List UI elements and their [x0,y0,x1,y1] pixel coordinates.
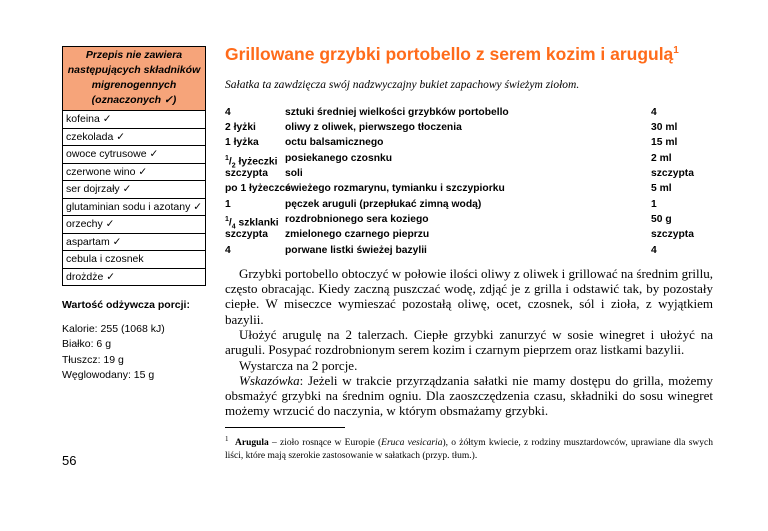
recipe-instructions [225,266,713,419]
ingredient-metric: 5 ml [651,183,672,195]
nutrition-heading: Wartość odżywcza porcji: [62,299,190,311]
footnote-text-end: ), o żółtym kwiecie, z rodziny musztardowców, uprawiane dla swych liści, które mają szerokie zastosowanie w sałatkach (przyp. tłum.). [225,437,713,461]
ingredient-row [225,151,713,170]
ingredient-metric: 30 ml [651,122,678,134]
ingredient-quantity: 1 [225,198,231,210]
ingredient-metric: 4 [651,106,657,118]
ingredient-row [225,181,713,196]
nutrition-item: Kalorie: 255 (1068 kJ) [62,322,165,335]
tip-label: Wskazówka [239,372,300,388]
ingredient-quantity: szczypta [225,229,268,241]
fraction-numerator: 1 [225,154,229,162]
fraction-denominator: 2 [231,162,236,170]
footnote-marker: 1 [225,434,229,443]
ingredient-row [225,197,713,212]
ingredient-name: pęczek aruguli (przepłukać zimną wodą) [285,198,482,210]
ingredient-quantity: 2 łyżki [225,122,256,134]
restricted-item: ser dojrzały ✓ [63,181,205,199]
ingredient-row [225,212,713,231]
ingredient-name: zmielonego czarnego pieprzu [285,229,430,241]
fraction-numerator: 1 [225,215,229,223]
ingredient-name: octu balsamicznego [285,137,384,149]
restricted-item: aspartam ✓ [63,234,205,252]
fraction-unit: szklanki [235,217,279,229]
ingredient-row [225,166,713,181]
fraction-unit: łyżeczki [235,156,278,168]
restricted-list [63,111,205,285]
footnote-text: – zioło rosnące w Europie ( [268,437,382,448]
title-footnote-marker: 1 [673,45,679,56]
ingredient-name: świeżego rozmarynu, tymianku i szczypiorku [285,183,505,195]
ingredient-row [225,135,713,150]
ingredient-name: soli [285,168,303,180]
ingredient-quantity: po 1 łyżeczce [225,183,291,195]
restricted-item: czekolada ✓ [63,129,205,147]
ingredient-quantity: $^1/_2$ łyżeczki [225,154,278,170]
nutrition-facts [62,298,206,384]
restricted-item: czerwone wino ✓ [63,164,205,182]
ingredient-name: oliwy z oliwek, pierwszego tłoczenia [285,122,462,134]
nutrition-item: Tłuszcz: 19 g [62,353,124,366]
ingredient-metric: 2 ml [651,152,672,164]
ingredient-metric: szczypta [651,168,694,180]
footnote [225,433,713,463]
nutrition-item: Węglowodany: 15 g [62,369,155,381]
tip-paragraph [225,373,713,419]
ingredient-row [225,105,713,120]
tip-text: : Jeżeli w trakcie przyrządzania sałatki nie mamy dostępu do grilla, możemy obsmażyć grzybki na średnim ogniu. Dla zaoszczędzenia czasu, składniki do sosu winegret możemy wrzucić do naczynia, w którym obsmażamy grzybki. [225,372,713,419]
instruction-paragraph: Grzybki portobello obtoczyć w połowie ilości oliwy z oliwek i grillować na średnim grillu, często obracając. Kiedy zaczną puszczać wodę, zdjąć je z grilla i odstawić tak, by pozostały ciepłe. W miseczce wymieszać pozostałą oliwę, ocet, czosnek, sól i zioła, z wyjątkiem bazylii. [225,265,713,327]
footnote-term: Arugula [235,437,269,448]
restricted-item: cebula i czosnek [63,251,205,269]
sidebar [62,46,206,384]
restricted-item: kofeina ✓ [63,111,205,129]
restricted-item: glutaminian sodu i azotany ✓ [63,199,205,217]
ingredient-metric: 4 [651,244,657,256]
ingredient-name: posiekanego czosnku [285,152,393,164]
ingredient-metric: 50 g [651,213,672,225]
instruction-paragraph: Ułożyć arugulę na 2 talerzach. Ciepłe grzybki zanurzyć w sosie winegret i ułożyć na aruguli. Posypać rozdrobnionym serem kozim i czarnym pieprzem oraz listkami bazylii. [225,326,713,358]
ingredient-metric: 1 [651,198,657,210]
ingredient-metric: 15 ml [651,137,678,149]
nutrition-item: Białko: 6 g [62,338,112,350]
page-number: 56 [62,453,77,468]
footnote-divider [225,427,345,428]
ingredient-row [225,120,713,135]
ingredient-quantity: 4 [225,244,231,256]
ingredient-row [225,243,713,258]
ingredient-metric: szczypta [651,229,694,241]
restricted-heading: Przepis nie zawiera następujących składników migrenogennych (oznaczonych ✓) [63,47,205,111]
ingredient-quantity: 1 łyżka [225,137,259,149]
ingredient-list [225,105,713,258]
ingredient-name: rozdrobnionego sera koziego [285,213,429,225]
ingredient-row [225,227,713,242]
restricted-item: drożdże ✓ [66,270,116,283]
restricted-item: owoce cytrusowe ✓ [63,146,205,164]
restricted-item: orzechy ✓ [63,216,205,234]
ingredient-quantity: szczypta [225,168,268,180]
recipe-title [225,40,713,65]
servings-note: Wystarcza na 2 porcje. [239,357,358,373]
recipe-subtitle: Sałatka ta zawdzięcza swój nadzwyczajny bukiet zapachowy świeżym ziołom. [225,78,580,91]
recipe-main [225,40,713,463]
ingredient-name: porwane listki świeżej bazylii [285,244,427,256]
footnote-latin-name: Eruca vesicaria [381,437,443,448]
ingredient-quantity: 4 [225,106,231,118]
recipe-title-text: Grillowane grzybki portobello z serem kozim i arugulą [225,43,674,64]
ingredient-quantity: $^1/_4$ szklanki [225,215,279,231]
ingredient-name: sztuki średniej wielkości grzybków portobello [285,106,509,118]
fraction-denominator: 4 [231,223,236,231]
restricted-ingredients-box [62,46,206,286]
